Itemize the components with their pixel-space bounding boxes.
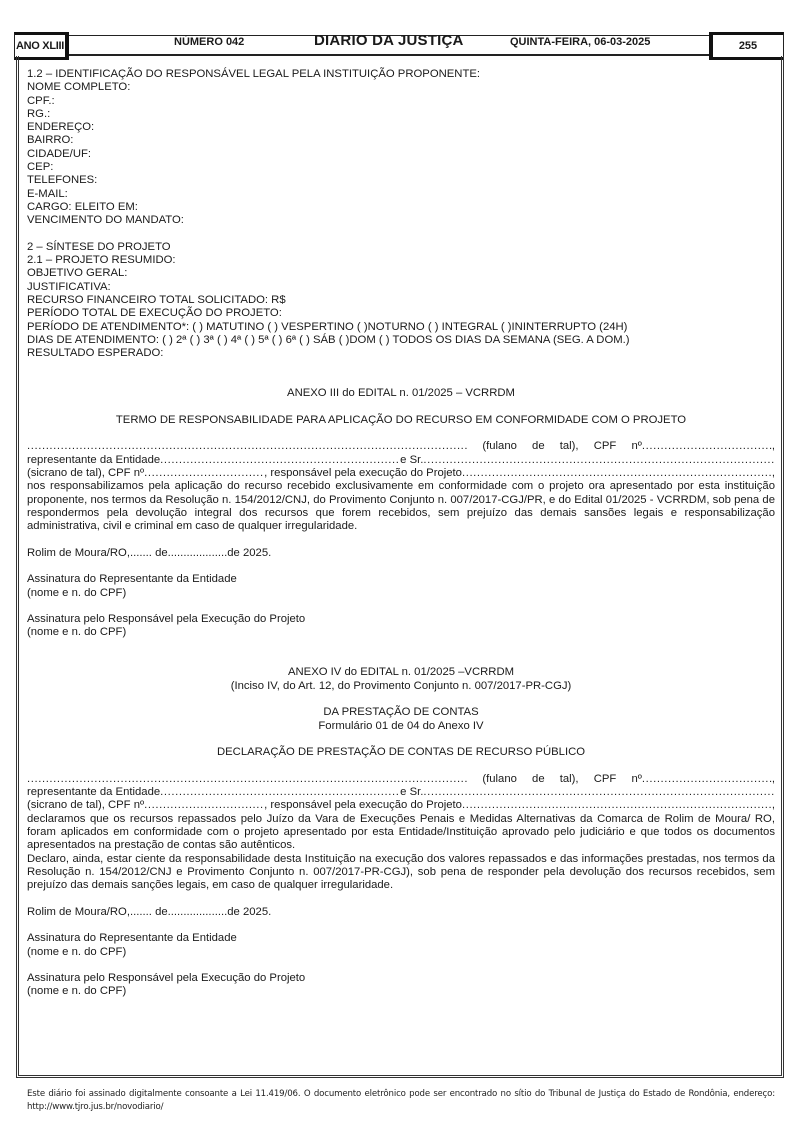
blank-fill — [144, 467, 264, 480]
blank-fill — [462, 467, 772, 480]
field-mandate-expiry: VENCIMENTO DO MANDATO: — [27, 214, 184, 227]
form-line: (sicrano de tal), CPF nº ..... , responsável pela execução do Projeto ..... , — [27, 799, 775, 812]
section-heading: 1.2 – IDENTIFICAÇÃO DO RESPONSÁVEL LEGAL PELA INSTITUIÇÃO PROPONENTE: — [27, 68, 481, 80]
blank-fill — [144, 799, 264, 812]
form-line: ..... (fulano de tal), CPF nº ..... , — [27, 440, 775, 453]
annex-title: ANEXO IV do EDITAL n. 01/2025 –VCRRDM — [287, 666, 515, 679]
blank-fill — [642, 440, 772, 453]
annex-iv — [27, 666, 775, 998]
field-city-state: CIDADE/UF: — [27, 147, 92, 160]
responsibility-paragraph: nos responsabilizamos pela aplicação do recurso recebido exclusivamente em conformidade com o projeto ora apresentado por esta instituição proponente, nos termos da Resolução n. 154/2012/CNJ, do Provimento Conjunto n. 007/2017-CGJ/PR, e do Edital 01/2025 - VCRRDM, sob pena de respondermos pela devolução integral dos recursos que forem recebidos, sem prejuízo das demais sansões legais e responsabilização administrativa, civil e criminal em caso de qualquer irregularidade. — [27, 480, 775, 533]
form-line: ..... (fulano de tal), CPF nº ..... , — [27, 773, 775, 786]
signature-subtitle: (nome e n. do CPF) — [27, 626, 127, 639]
header-title: DIARIO DA JUSTIÇA — [314, 32, 464, 49]
declaration-title: DECLARAÇÃO DE PRESTAÇÃO DE CONTAS DE RECURSO PÚBLICO — [216, 746, 586, 759]
field-district: BAIRRO: — [27, 134, 74, 147]
signature-title: Assinatura do Representante da Entidade — [27, 932, 237, 945]
signature-title: Assinatura pelo Responsável pela Execução do Projeto — [27, 613, 306, 626]
field-rg: RG.: — [27, 107, 51, 120]
summary-line: RECURSO FINANCEIRO TOTAL SOLICITADO: R$ — [27, 294, 286, 307]
field-phones: TELEFONES: — [27, 174, 98, 187]
field-email: E-MAIL: — [27, 187, 68, 200]
page-number: 255 — [738, 40, 758, 52]
blank-fill — [423, 454, 775, 467]
annex-subtitle: (Inciso IV, do Art. 12, do Provimento Conjunto n. 007/2017-PR-CGJ) — [230, 679, 572, 692]
form-line: representante da Entidade ..... e Sr. ..... — [27, 786, 775, 799]
field-cpf: CPF.: — [27, 94, 55, 107]
header-issue-number: NÚMERO 042 — [174, 36, 245, 48]
blank-fill — [160, 454, 400, 467]
place-date-line: Rolim de Moura/RO,....... de...................de 2025. — [27, 905, 272, 918]
signature-title: Assinatura pelo Responsável pela Execução do Projeto — [27, 972, 306, 985]
signature-subtitle: (nome e n. do CPF) — [27, 985, 127, 998]
summary-line: 2.1 – PROJETO RESUMIDO: — [27, 254, 176, 267]
blank-fill — [160, 786, 400, 799]
field-zip: CEP: — [27, 161, 54, 174]
document-body — [27, 68, 775, 999]
field-address: ENDEREÇO: — [27, 121, 95, 134]
blank-fill — [27, 773, 468, 786]
form-line: representante da Entidade ..... e Sr. ..... — [27, 454, 775, 467]
summary-line: PERÍODO DE ATENDIMENTO*: ( ) MATUTINO ( ) VESPERTINO ( )NOTURNO ( ) INTEGRAL ( )ININTERRUPTO (24H) — [27, 320, 628, 333]
summary-line: RESULTADO ESPERADO: — [27, 347, 164, 360]
blank-fill — [462, 799, 772, 812]
declaration-paragraph: Declaro, ainda, estar ciente da responsabilidade desta Instituição na execução dos valores repassados e das informações prestadas, nos termos da Resolução n. 154/2012/CNJ e Provimento Conjunto n. 007/2017-PR-CGJ), sob pena de responder pela devolução dos recursos recebidos, sem prejuízo das demais sanções legais, em caso de qualquer irregularidade. — [27, 852, 775, 892]
annex-subtitle: TERMO DE RESPONSABILIDADE PARA APLICAÇÃO DO RECURSO EM CONFORMIDADE COM O PROJETO — [115, 413, 687, 426]
signature-title: Assinatura do Representante da Entidade — [27, 573, 237, 586]
blank-fill — [423, 786, 775, 799]
summary-line: JUSTIFICATIVA: — [27, 280, 111, 293]
summary-line: DIAS DE ATENDIMENTO: ( ) 2ª ( ) 3ª ( ) 4ª ( ) 5ª ( ) 6ª ( ) SÁB ( )DOM ( ) TODOS OS DIAS DA SEMANA (SEG. A DOM.) — [27, 333, 630, 346]
summary-line: PERÍODO TOTAL DE EXECUÇÃO DO PROJETO: — [27, 307, 282, 320]
signature-subtitle: (nome e n. do CPF) — [27, 586, 127, 599]
annex-iii — [27, 387, 775, 640]
header-date: QUINTA-FEIRA, 06-03-2025 — [510, 36, 651, 48]
header-year: ANO XLIII — [15, 40, 65, 52]
section-responsible-identification — [27, 68, 775, 228]
section-project-summary — [27, 241, 775, 361]
page-footer: Este diário foi assinado digitalmente consoante a Lei 11.419/06. O documento eletrônico pode ser encontrado no sítio do Tribunal de Justiça do Estado de Rondônia, endereço: http://www.tjro.jus.br/novodiario/ — [27, 1089, 775, 1112]
page-header — [14, 32, 784, 56]
summary-line: OBJETIVO GERAL: — [27, 267, 128, 280]
field-full-name: NOME COMPLETO: — [27, 81, 131, 94]
annex-section: DA PRESTAÇÃO DE CONTAS — [323, 706, 479, 719]
annex-title: ANEXO III do EDITAL n. 01/2025 – VCRRDM — [287, 387, 515, 400]
form-line: (sicrano de tal), CPF nº ..... , responsável pela execução do Projeto ..... , — [27, 467, 775, 480]
declaration-paragraph: declaramos que os recursos repassados pelo Juízo da Vara de Execuções Penais e Medidas Alternativas da Comarca de Rolim de Moura/ RO, foram aplicados em conformidade com o projeto apresentado por esta Entidade/Instituição aprovado pelo judiciário e que todos os documentos apresentados na prestação de contas são autênticos. — [27, 812, 775, 852]
field-position: CARGO: ELEITO EM: — [27, 200, 138, 213]
blank-fill — [27, 440, 468, 453]
section-heading: 2 – SÍNTESE DO PROJETO — [27, 240, 171, 253]
blank-fill — [642, 773, 772, 786]
place-date-line: Rolim de Moura/RO,....... de...................de 2025. — [27, 546, 272, 559]
signature-subtitle: (nome e n. do CPF) — [27, 945, 127, 958]
annex-form: Formulário 01 de 04 do Anexo IV — [318, 719, 484, 732]
